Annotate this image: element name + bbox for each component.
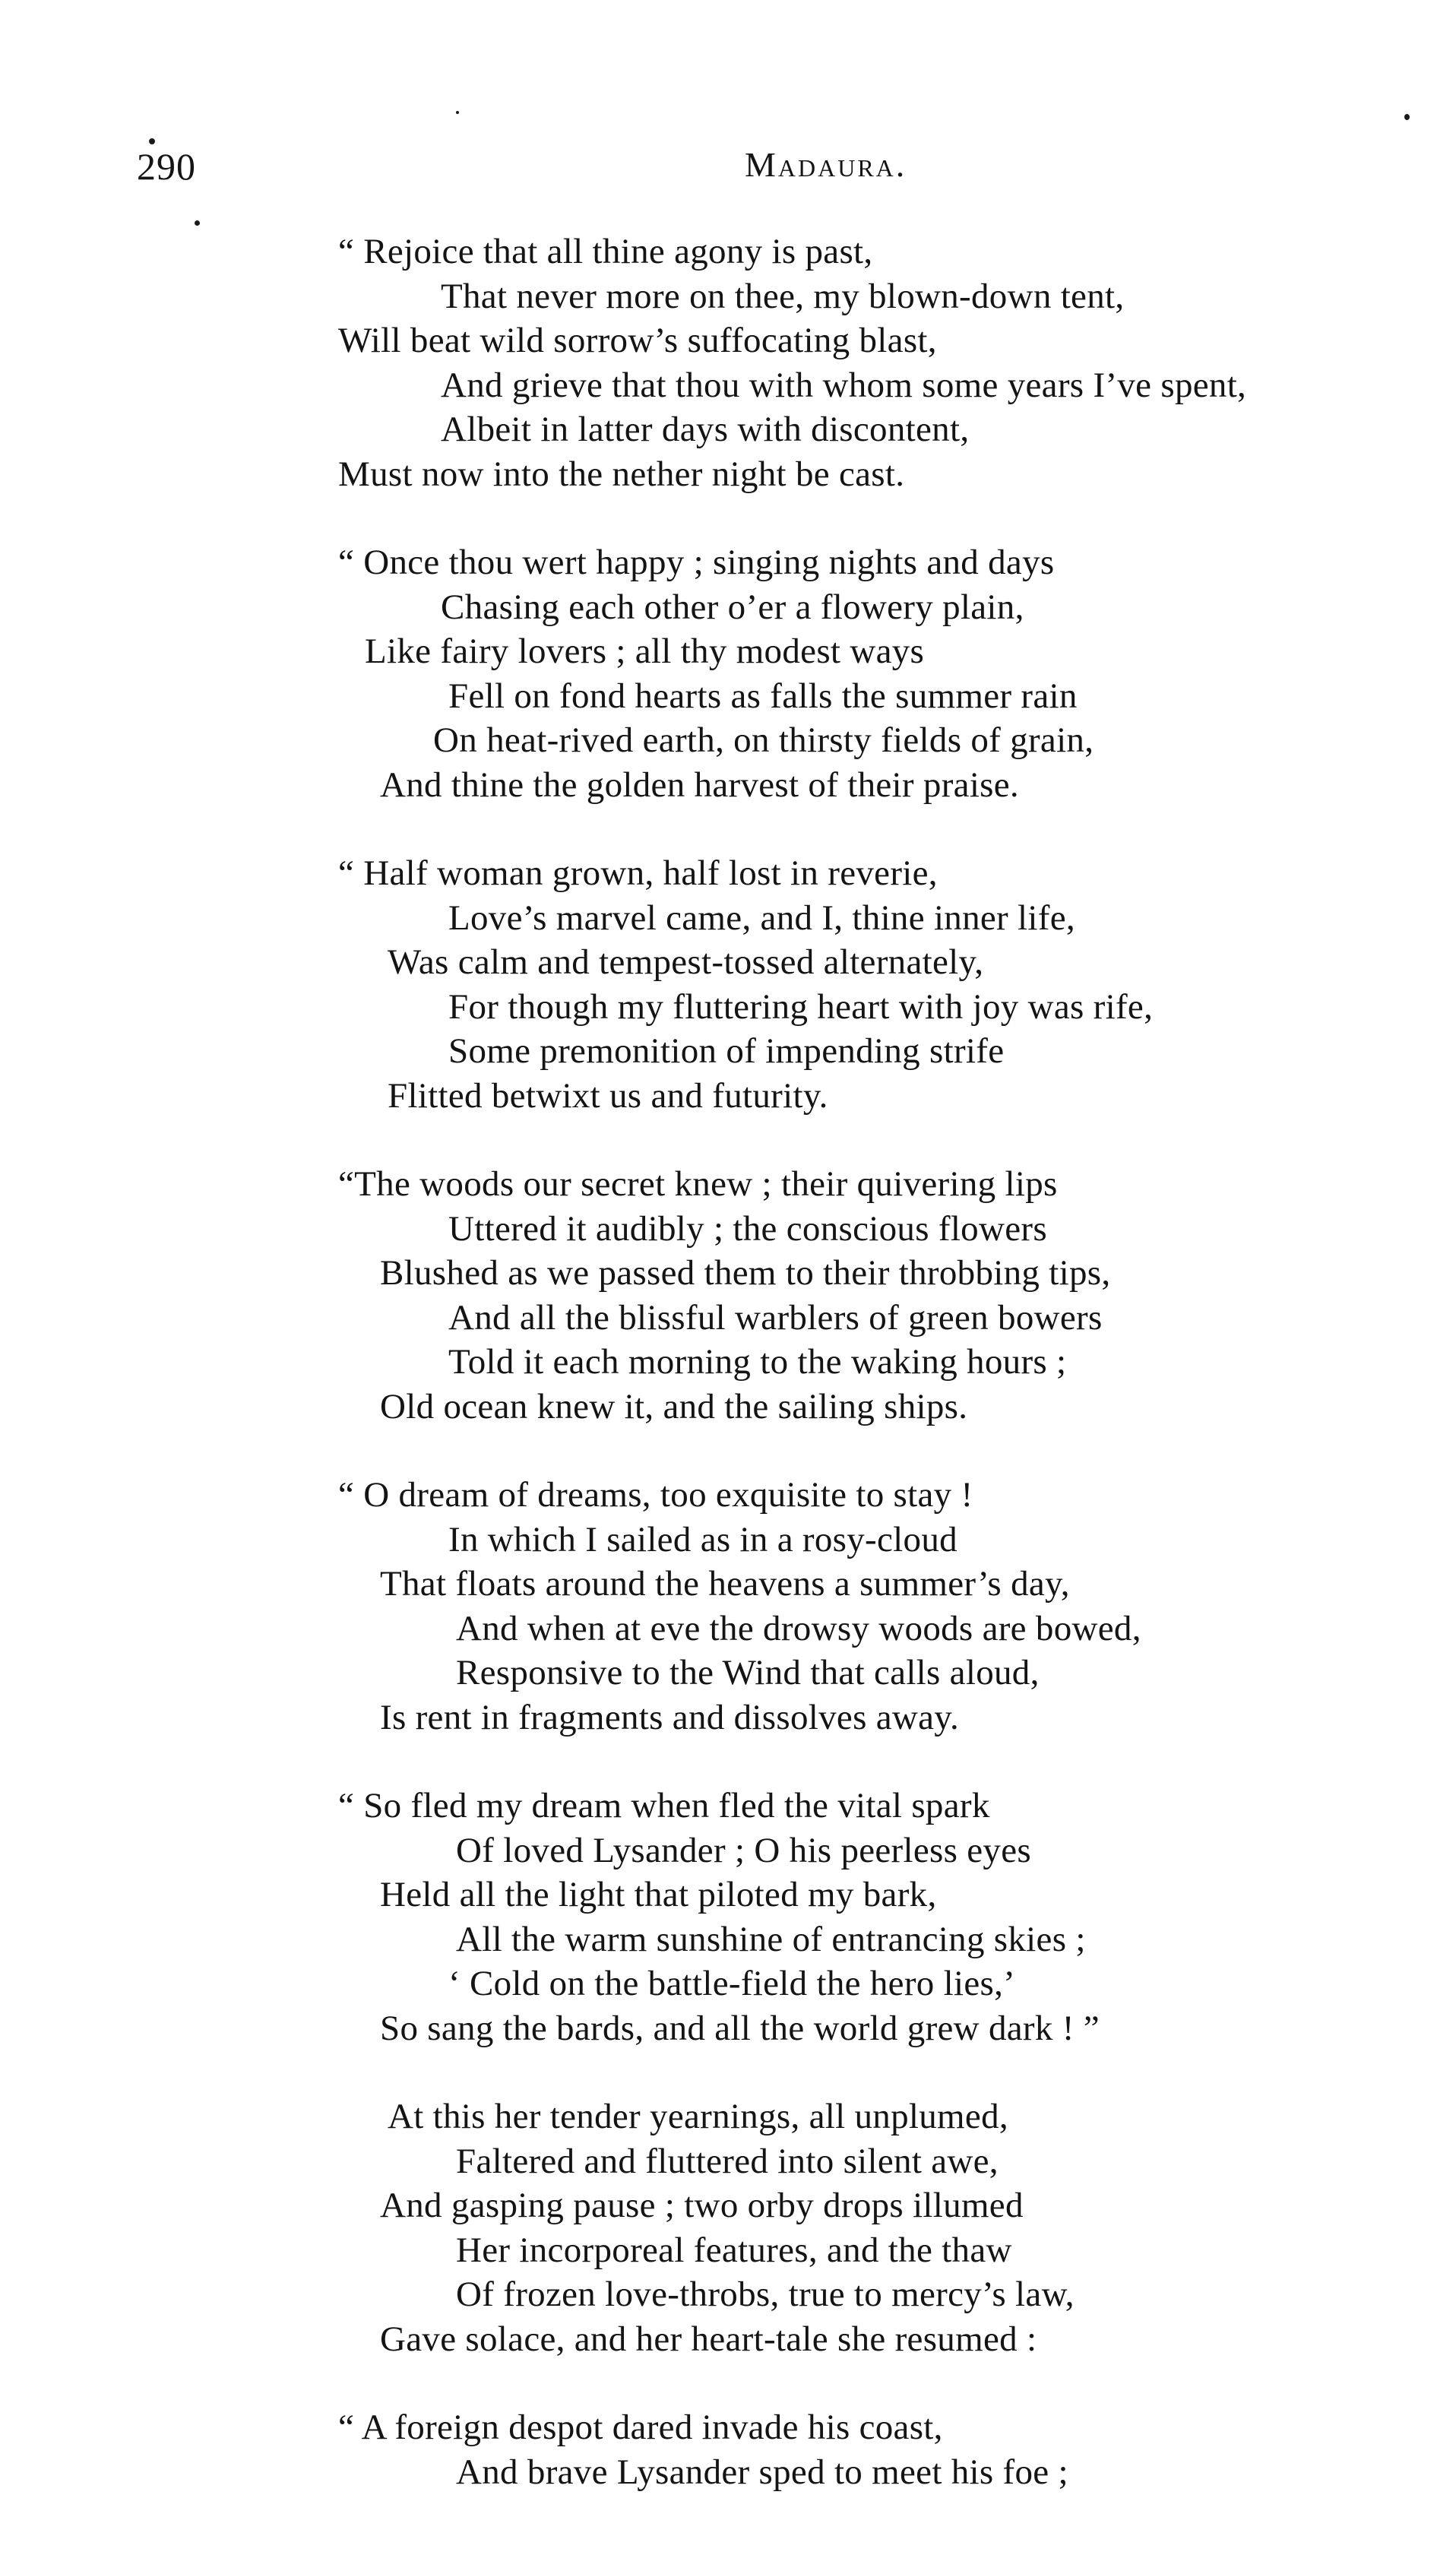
stanza (0, 540, 1456, 807)
poem-line: Like fairy lovers ; all thy modest ways (365, 632, 925, 671)
poem-line: Albeit in latter days with discontent, (441, 410, 970, 449)
poem-line: Told it each morning to the waking hours ; (448, 1342, 1067, 1382)
poem-line: Chasing each other o’er a flowery plain, (441, 587, 1024, 627)
stanza (0, 1162, 1456, 1429)
ink-speck (149, 138, 155, 144)
poem-line: And gasping pause ; two orby drops illumed (380, 2186, 1024, 2225)
running-head: Madaura. (745, 145, 907, 184)
poem-line: Held all the light that piloted my bark, (380, 1875, 937, 1914)
poem-line: “ So fled my dream when fled the vital spark (338, 1786, 990, 1825)
poem-line: Fell on fond hearts as falls the summer rain (448, 676, 1078, 716)
stanza (0, 851, 1456, 1118)
poem-line: Old ocean knew it, and the sailing ships. (380, 1386, 968, 1426)
poem-line: Love’s marvel came, and I, thine inner life, (448, 898, 1075, 938)
poem-line: All the warm sunshine of entrancing skies ; (456, 1919, 1086, 1959)
stanza (0, 2094, 1456, 2361)
poem-line: And when at eve the drowsy woods are bowed, (456, 1608, 1141, 1648)
poem-line: Was calm and tempest-tossed alternately, (388, 942, 984, 982)
poem-line: Blushed as we passed them to their throbbing tips, (380, 1253, 1111, 1293)
poem-line: And thine the golden harvest of their praise. (380, 765, 1019, 805)
poem-line: ‘ Cold on the battle-field the hero lies,’ (448, 1964, 1016, 2003)
poem-line: In which I sailed as in a rosy-cloud (448, 1519, 957, 1559)
poem-line: Faltered and fluttered into silent awe, (456, 2141, 999, 2181)
poem-line: Some premonition of impending strife (448, 1031, 1005, 1071)
poem-line: At this her tender yearnings, all unplumed, (388, 2097, 1008, 2136)
poem-line: “ Once thou wert happy ; singing nights and days (338, 543, 1055, 582)
poem-line: That never more on thee, my blown-down tent, (441, 276, 1125, 316)
ink-speck (195, 220, 200, 226)
stanza (0, 230, 1456, 496)
poem-line: Her incorporeal features, and the thaw (456, 2230, 1012, 2270)
poem-line: Responsive to the Wind that calls aloud, (456, 1653, 1040, 1692)
poem-line: “ A foreign despot dared invade his coast, (338, 2408, 943, 2447)
poem-line: And grieve that thou with whom some years I’ve spent, (441, 365, 1247, 405)
poem-line: And brave Lysander sped to meet his foe ; (456, 2452, 1068, 2492)
poem-line: And all the blissful warblers of green bowers (448, 1297, 1103, 1338)
ink-speck (1404, 114, 1410, 120)
stanza (0, 1473, 1456, 1740)
poem-line: Gave solace, and her heart-tale she resumed : (380, 2319, 1037, 2359)
poem-line: Of loved Lysander ; O his peerless eyes (456, 1830, 1031, 1870)
poem-line: “ O dream of dreams, too exquisite to stay ! (338, 1475, 973, 1515)
poem-line: Must now into the nether night be cast. (338, 454, 905, 494)
ink-speck (456, 111, 459, 114)
poem-line: So sang the bards, and all the world grew dark ! ” (380, 2008, 1100, 2048)
poem-line: Flitted betwixt us and futurity. (388, 1075, 828, 1116)
page-number: 290 (137, 145, 196, 188)
poem-line: Is rent in fragments and dissolves away. (380, 1697, 960, 1737)
poem-line: “The woods our secret knew ; their quivering lips (338, 1164, 1058, 1204)
poem-line: “ Rejoice that all thine agony is past, (338, 232, 873, 271)
poem-line: That floats around the heavens a summer’s day, (380, 1564, 1070, 1604)
poem-line: Will beat wild sorrow’s suffocating blast, (338, 321, 937, 360)
poem-body (0, 230, 1456, 2538)
poem-line: On heat-rived earth, on thirsty fields of grain, (433, 720, 1094, 760)
poem-line: Uttered it audibly ; the conscious flowers (448, 1208, 1047, 1249)
poem-line: Of frozen love-throbs, true to mercy’s law, (456, 2275, 1075, 2314)
stanza (0, 2405, 1456, 2494)
poem-line: “ Half woman grown, half lost in reverie, (338, 853, 938, 893)
poem-line: For though my fluttering heart with joy was rife, (448, 986, 1154, 1027)
stanza (0, 1784, 1456, 2050)
